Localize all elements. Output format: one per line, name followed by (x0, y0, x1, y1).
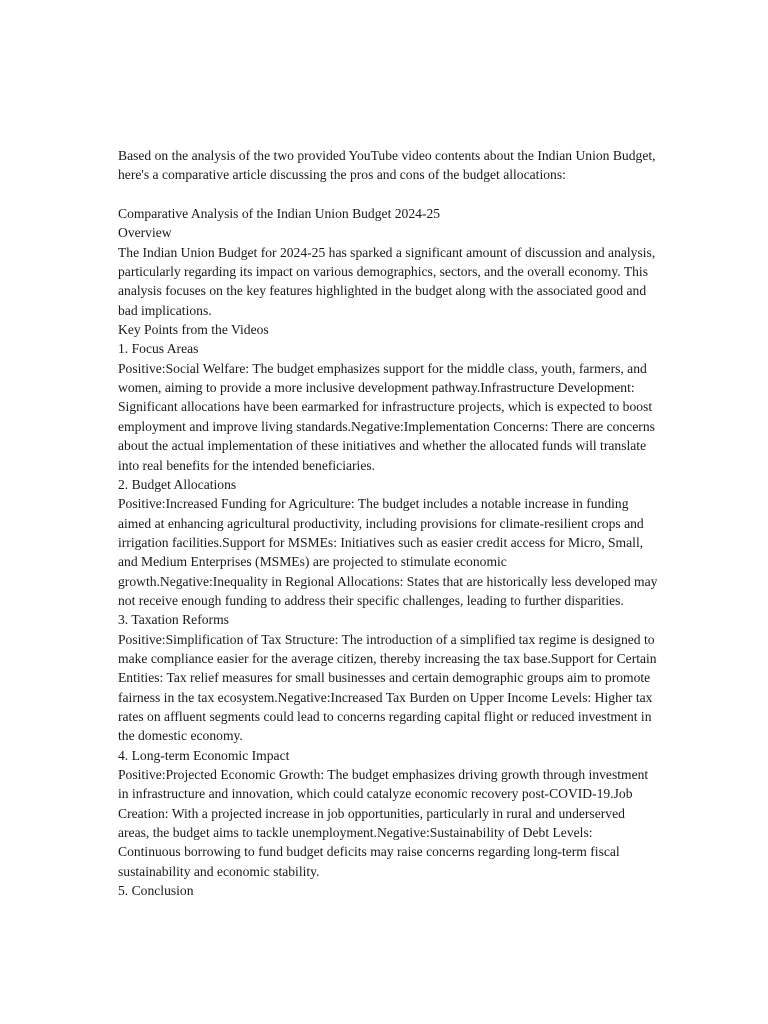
section-heading: 3. Taxation Reforms (118, 612, 229, 628)
section-heading: 5. Conclusion (118, 883, 194, 899)
section-paragraph: Positive:Increased Funding for Agriculture: The budget includes a notable increase in funding aimed at enhancing agricultural productivity, including provisions for climate-resilient crops and irrigation facilities.Support for MSMEs: Initiatives such as easier credit access for Micro, Small, and Medium Enterprises (MSMEs) are projected to stimulate economic growth.Negative:Inequality in Regional Allocations: States that are historically less developed may not receive enough funding to address their specific challenges, leading to further disparities. (118, 496, 658, 608)
section-paragraph: Positive:Simplification of Tax Structure: The introduction of a simplified tax regime is designed to make compliance easier for the average citizen, thereby increasing the tax base.Support for Certain Entities: Tax relief measures for small businesses and certain demographic groups aim to promote fairness in the tax ecosystem.Negative:Increased Tax Burden on Upper Income Levels: Higher tax rates on affluent segments could lead to concerns regarding capital flight or reduced investment in the domestic economy. (118, 631, 657, 744)
overview-paragraph: The Indian Union Budget for 2024-25 has sparked a significant amount of discussion and analysis, particularly regarding its impact on various demographics, sectors, and the overall economy. This analysis focuses on the key features highlighted in the budget along with the associated good and bad implications. (118, 244, 656, 318)
intro-paragraph: Based on the analysis of the two provided YouTube video contents about the Indian Union Budget, here's a comparative article discussing the pros and cons of the budget allocations: (118, 148, 656, 183)
section-heading: 2. Budget Allocations (118, 476, 237, 492)
document-title: Comparative Analysis of the Indian Union Budget 2024-25 (118, 206, 441, 222)
document-body (118, 146, 658, 900)
section-heading: 4. Long-term Economic Impact (118, 747, 290, 763)
section-paragraph: Positive:Projected Economic Growth: The budget emphasizes driving growth through investment in infrastructure and innovation, which could catalyze economic recovery post-COVID-19.Job Creation: With a projected increase in job opportunities, particularly in rural and underserved areas, the budget aims to tackle unemployment.Negative:Sustainability of Debt Levels: Continuous borrowing to fund budget deficits may raise concerns regarding long-term fiscal sustainability and economic stability. (118, 767, 649, 879)
section-heading: 1. Focus Areas (118, 341, 199, 357)
section-paragraph: Positive:Social Welfare: The budget emphasizes support for the middle class, youth, farmers, and women, aiming to provide a more inclusive development pathway.Infrastructure Development: Significant allocations have been earmarked for infrastructure projects, which is expected to boost employment and improve living standards.Negative:Implementation Concerns: There are concerns about the actual implementation of these initiatives and whether the allocated funds will translate into real benefits for the intended beneficiaries. (118, 360, 655, 473)
key-points-heading: Key Points from the Videos (118, 322, 269, 338)
overview-heading: Overview (118, 225, 172, 241)
